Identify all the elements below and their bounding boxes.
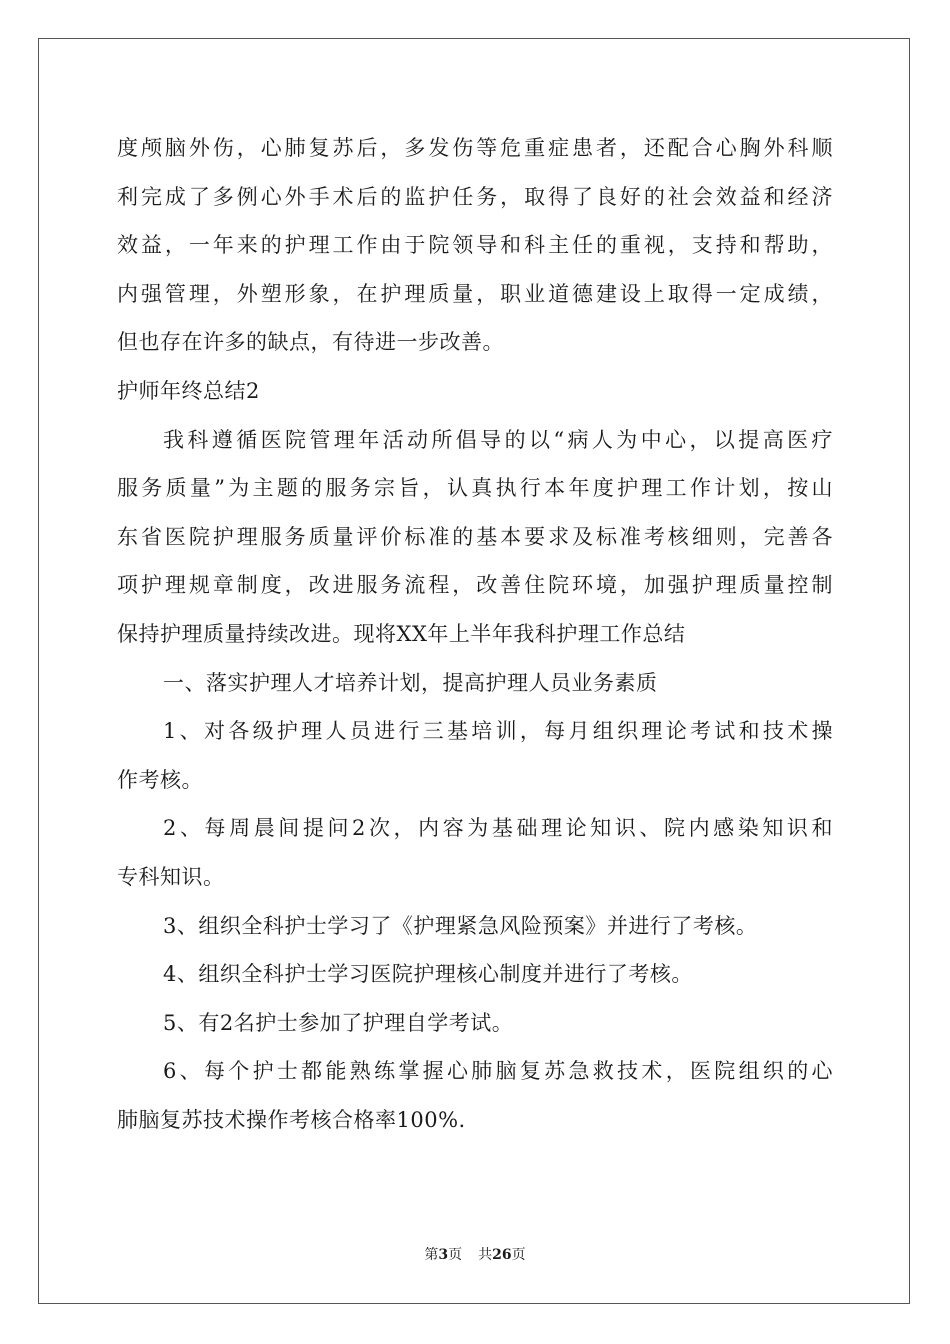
page-footer xyxy=(0,1244,950,1264)
total-suffix: 页 xyxy=(511,1247,526,1263)
paragraph-line: 我科遵循医院管理年活动所倡导的以“病人为中心，以提高医疗 xyxy=(163,427,833,452)
paragraph-line: 东省医院护理服务质量评价标准的基本要求及标准考核细则，完善各 xyxy=(117,524,833,549)
list-item-line: 肺脑复苏技术操作考核合格率100%. xyxy=(117,1107,466,1132)
subheading-line: 一、落实护理人才培养计划，提高护理人员业务素质 xyxy=(163,670,658,695)
paragraph-line: 项护理规章制度，改进服务流程，改善住院环境，加强护理质量控制 xyxy=(117,573,833,598)
total-prefix: 共 xyxy=(478,1247,493,1263)
paragraph-line: 服务质量”为主题的服务宗旨，认真执行本年度护理工作计划，按山 xyxy=(117,476,833,501)
page-number: 3 xyxy=(438,1247,449,1263)
list-item-line: 作考核。 xyxy=(117,767,203,792)
list-item-line: 4、组织全科护士学习医院护理核心制度并进行了考核。 xyxy=(163,962,693,987)
paragraph-line: 效益，一年来的护理工作由于院领导和科主任的重视，支持和帮助， xyxy=(117,233,833,258)
paragraph-line: 度颅脑外伤，心肺复苏后，多发伤等危重症患者，还配合心胸外科顺 xyxy=(117,136,833,160)
total-pages: 26 xyxy=(492,1247,512,1263)
page-suffix: 页 xyxy=(448,1247,463,1263)
paragraph-line: 内强管理，外塑形象，在护理质量，职业道德建设上取得一定成绩， xyxy=(117,281,833,306)
paragraph-line: 利完成了多例心外手术后的监护任务，取得了良好的社会效益和经济 xyxy=(117,184,833,209)
document-body xyxy=(117,124,833,1144)
list-item-line: 6、每个护士都能熟练掌握心肺脑复苏急救技术，医院组织的心 xyxy=(163,1059,833,1084)
list-item-line: 5、有2名护士参加了护理自学考试。 xyxy=(163,1010,514,1035)
list-item-line: 1、对各级护理人员进行三基培训，每月组织理论考试和技术操 xyxy=(163,719,833,744)
page-prefix: 第 xyxy=(424,1247,439,1263)
list-item-line: 2、每周晨间提问2次，内容为基础理论知识、院内感染知识和 xyxy=(163,816,833,841)
list-item-line: 专科知识。 xyxy=(117,864,225,889)
list-item-line: 3、组织全科护士学习了《护理紧急风险预案》并进行了考核。 xyxy=(163,913,758,938)
paragraph-line: 保持护理质量持续改进。现将XX年上半年我科护理工作总结 xyxy=(117,621,686,646)
paragraph-line: 但也存在许多的缺点，有待进一步改善。 xyxy=(117,330,504,355)
section-heading: 护师年终总结2 xyxy=(117,378,260,403)
